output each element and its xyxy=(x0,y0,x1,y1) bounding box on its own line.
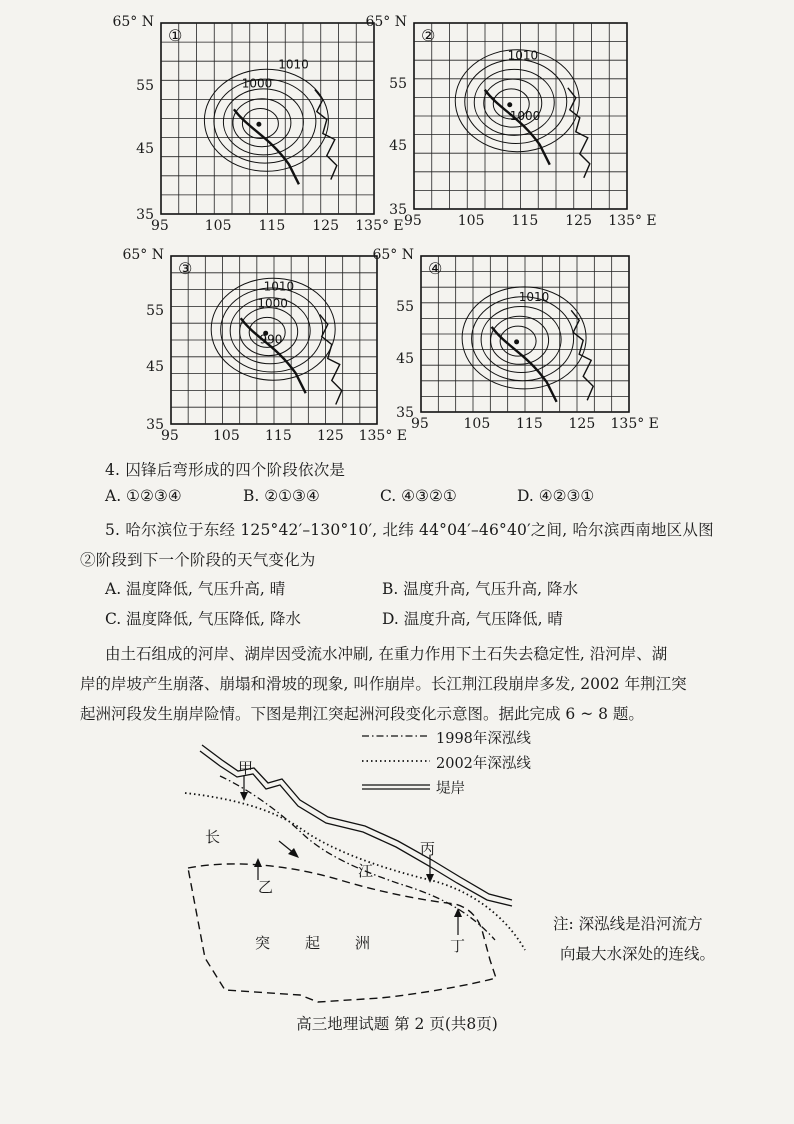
label-zhou: 洲 xyxy=(355,934,371,952)
q4-option-a: A. ①②③④ xyxy=(105,487,182,505)
page-footer: 高三地理试题 第 2 页(共8页) xyxy=(296,1015,498,1033)
lon-label: 115 xyxy=(265,428,292,444)
legend-1998-label: 1998年深泓线 xyxy=(436,731,531,747)
label-ding: 丁 xyxy=(450,937,466,955)
lat-label: 35 xyxy=(146,417,164,433)
lat-label: 55 xyxy=(389,76,407,93)
q5-option-a: A. 温度降低, 气压升高, 晴 xyxy=(105,580,286,598)
lat-label: 45 xyxy=(136,141,154,158)
isobar-label: 1000 xyxy=(509,108,541,123)
passage-line-1: 由土石组成的河岸、湖岸因受流水冲刷, 在重力作用下土石失去稳定性, 沿河岸、湖 xyxy=(105,645,668,663)
lat-label: 65° N xyxy=(112,14,154,30)
lat-label: 65° N xyxy=(372,247,414,263)
lat-label: 65° N xyxy=(365,14,407,30)
lon-label: 125 xyxy=(317,428,344,444)
map-number: ④ xyxy=(428,259,443,278)
lat-label: 35 xyxy=(396,405,414,421)
lat-label: 45 xyxy=(396,351,414,368)
q5-option-c: C. 温度降低, 气压降低, 降水 xyxy=(105,610,301,628)
isobar-label: 1010 xyxy=(507,48,539,63)
isobar-label: 990 xyxy=(259,332,283,347)
lon-label: 95 xyxy=(411,416,429,432)
lat-label: 45 xyxy=(389,138,407,155)
question-4-stem: 4. 囚锋后弯形成的四个阶段依次是 xyxy=(105,461,346,479)
diagram-note-line1: 注: 深泓线是沿河流方 xyxy=(553,915,703,933)
lat-label: 35 xyxy=(136,207,154,223)
label-tu: 突 xyxy=(255,934,271,952)
lon-label: 105 xyxy=(463,416,491,432)
arrow-ding-head xyxy=(454,908,462,917)
q4-option-b: B. ②①③④ xyxy=(243,487,320,505)
lat-label: 35 xyxy=(389,202,407,218)
label-qi: 起 xyxy=(305,934,321,952)
lat-label: 55 xyxy=(146,303,164,320)
q4-option-c: C. ④③②① xyxy=(380,487,457,505)
q4-option-d: D. ④②③① xyxy=(517,487,595,505)
label-jia: 甲 xyxy=(238,759,254,777)
lon-label: 105 xyxy=(204,218,232,234)
q5-option-b: B. 温度升高, 气压升高, 降水 xyxy=(382,580,578,598)
thalweg-2002 xyxy=(185,793,525,950)
legend-2002-label: 2002年深泓线 xyxy=(436,756,531,772)
lon-label: 125 xyxy=(312,218,339,234)
lon-label: 135° E xyxy=(355,218,404,234)
lat-label: 55 xyxy=(136,77,154,94)
lon-label: 95 xyxy=(161,428,179,444)
arrow-bing-head xyxy=(426,874,434,883)
label-jiang: 江 xyxy=(358,862,374,880)
diagram-note-line2: 向最大水深处的连线。 xyxy=(560,945,716,963)
question-5-stem-line2: ②阶段到下一个阶段的天气变化为 xyxy=(80,551,316,569)
label-bing: 丙 xyxy=(420,840,436,858)
label-chang: 长 xyxy=(205,828,221,846)
lon-label: 115 xyxy=(258,218,286,234)
lon-label: 115 xyxy=(516,416,543,432)
isobar-label: 1000 xyxy=(257,296,288,311)
map-number: ③ xyxy=(178,259,193,278)
lat-label: 45 xyxy=(146,359,164,376)
lon-label: 105 xyxy=(213,428,240,444)
isobar-label: 1000 xyxy=(241,76,273,91)
thalweg-1998 xyxy=(220,776,495,940)
passage-line-2: 岸的岸坡产生崩落、崩塌和滑坡的现象, 叫作崩岸。长江荆江段崩岸多发, 2002 年荆江突 xyxy=(80,675,687,693)
lon-label: 95 xyxy=(151,218,169,234)
q5-option-d: D. 温度升高, 气压降低, 晴 xyxy=(382,610,563,628)
isobar-label: 1010 xyxy=(518,289,550,304)
lon-label: 125 xyxy=(568,416,596,432)
map-number: ① xyxy=(168,26,183,45)
isobar-label: 1010 xyxy=(263,279,295,294)
lat-label: 55 xyxy=(396,299,414,316)
lat-label: 65° N xyxy=(122,247,164,263)
lon-label: 125 xyxy=(565,213,592,229)
map-number: ② xyxy=(421,26,436,45)
label-yi: 乙 xyxy=(258,878,274,896)
island-outline xyxy=(188,864,496,1002)
lon-label: 95 xyxy=(404,213,422,229)
legend-bank-label: 堤岸 xyxy=(436,781,465,797)
isobar-label: 1010 xyxy=(278,57,309,72)
arrow-yi-head xyxy=(254,858,262,867)
lon-label: 135° E xyxy=(358,428,407,444)
lon-label: 135° E xyxy=(608,213,657,229)
lon-label: 115 xyxy=(511,213,539,229)
question-5-stem-line1: 5. 哈尔滨位于东经 125°42′–130°10′, 北纬 44°04′–46°40′之间, 哈尔滨西南地区从图 xyxy=(105,521,714,539)
lon-label: 105 xyxy=(457,213,485,229)
lon-label: 135° E xyxy=(610,416,659,432)
arrow-jia-head xyxy=(240,792,248,801)
passage-line-3: 起洲河段发生崩岸险情。下图是荆江突起洲河段变化示意图。据此完成 6 ~ 8 题。 xyxy=(80,705,644,723)
